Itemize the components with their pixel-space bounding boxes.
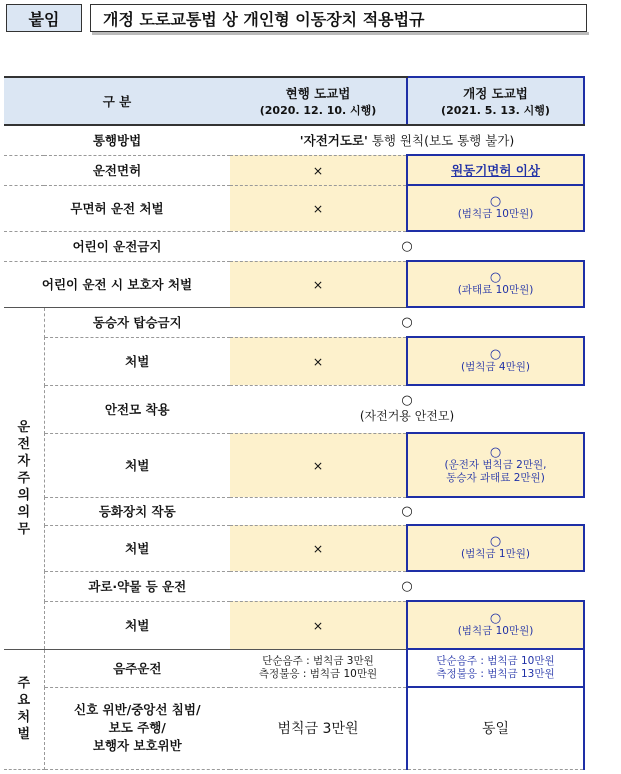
revised-cell [407, 155, 584, 185]
table-row [4, 649, 584, 687]
table-row [4, 125, 584, 155]
header-current-title: 현행 도교법 [285, 86, 351, 101]
current-cell: × [230, 601, 407, 649]
table-row [4, 433, 584, 497]
current-line-2: 측정불응 : 범칙금 10만원 [258, 668, 378, 680]
header-revised-title: 개정 도교법 [463, 86, 528, 101]
table-row [4, 687, 584, 769]
document-title-text: 개정 도로교통법 상 개인형 이동장치 적용법규 [103, 9, 425, 29]
current-cell: × [230, 337, 407, 385]
revised-license-text: 원동기면허 이상 [451, 163, 540, 178]
row-label [44, 687, 230, 769]
revised-cell [407, 433, 584, 497]
revised-note: (범칙금 10만원) [457, 625, 534, 637]
driver-duty-group-label [4, 307, 44, 649]
merged-cell: ○ [230, 571, 584, 601]
row-label: 어린이 운전 시 보호자 처벌 [4, 261, 230, 307]
regulation-table [4, 76, 585, 770]
row-label: 무면허 운전 처벌 [4, 185, 230, 231]
circle-mark: ○ [401, 393, 413, 408]
current-line-1: 단순음주 : 범칙금 3만원 [262, 655, 374, 667]
header-current-date: (2020. 12. 10. 시행) [259, 104, 377, 117]
row-label-line-3: 보행자 보호위반 [92, 738, 182, 753]
row-label-line-1: 신호 위반/중앙선 침범/ [74, 702, 201, 717]
current-cell: 범칙금 3만원 [230, 687, 407, 769]
merged-rest: 통행 원칙(보도 통행 불가) [367, 133, 515, 148]
circle-mark: ○ [489, 270, 502, 285]
row-label: 음주운전 [44, 649, 230, 687]
table-row [4, 385, 584, 433]
circle-mark: ○ [489, 444, 502, 460]
current-cell: × [230, 185, 407, 231]
table-row [4, 337, 584, 385]
table-row [4, 601, 584, 649]
penalty-group-label [4, 649, 44, 769]
attachment-tag-label: 붙임 [28, 9, 60, 29]
merged-bold: '자전거도로' [299, 133, 368, 148]
table-header-row [4, 77, 584, 125]
row-label-line-2: 보도 주행/ [108, 720, 166, 735]
revised-cell [407, 649, 584, 687]
attachment-tag [6, 4, 82, 32]
table-row [4, 307, 584, 337]
revised-note: (범칙금 4만원) [461, 361, 530, 373]
table-row [4, 261, 584, 307]
circle-mark: ○ [489, 194, 502, 209]
merged-cell [230, 385, 584, 433]
current-cell: × [230, 155, 407, 185]
revised-cell [407, 261, 584, 307]
revised-cell [407, 337, 584, 385]
current-cell: × [230, 261, 407, 307]
revised-line-2: 측정불응 : 범칙금 13만원 [436, 668, 555, 680]
current-cell: × [230, 433, 407, 497]
merged-cell [230, 125, 584, 155]
revised-cell [407, 525, 584, 571]
row-label: 어린이 운전금지 [4, 231, 230, 261]
revised-line-1: 단순음주 : 범칙금 10만원 [436, 655, 555, 667]
table-row [4, 497, 584, 525]
table-row [4, 571, 584, 601]
revised-cell: 동일 [407, 687, 584, 769]
revised-note: (운전자 범칙금 2만원, [444, 458, 547, 471]
header-current [230, 77, 407, 125]
row-label: 동승자 탑승금지 [44, 307, 230, 337]
circle-mark: ○ [489, 347, 502, 362]
revised-note: (범칙금 1만원) [461, 548, 530, 560]
circle-mark: ○ [489, 534, 502, 549]
row-label: 처벌 [44, 337, 230, 385]
table-row [4, 231, 584, 261]
title-shadow [92, 32, 589, 35]
driver-duty-group-text: 운전자 주의의무 [17, 419, 31, 537]
header-revised [407, 77, 584, 125]
merged-cell: ○ [230, 231, 584, 261]
header-category: 구 분 [4, 77, 230, 125]
revised-note: (범칙금 10만원) [457, 208, 534, 220]
revised-cell [407, 601, 584, 649]
row-label: 등화장치 작동 [44, 497, 230, 525]
row-label: 처벌 [44, 433, 230, 497]
row-label: 통행방법 [4, 125, 230, 155]
table-row [4, 155, 584, 185]
revised-cell [407, 185, 584, 231]
row-label: 처벌 [44, 601, 230, 649]
penalty-group-text: 주요 처벌 [17, 676, 31, 742]
merged-cell: ○ [230, 307, 584, 337]
merged-cell: ○ [230, 497, 584, 525]
current-cell: × [230, 525, 407, 571]
merged-note: (자전거용 안전모) [359, 409, 455, 423]
row-label: 운전면허 [4, 155, 230, 185]
table-row [4, 525, 584, 571]
row-label: 과로·약물 등 운전 [44, 571, 230, 601]
circle-mark: ○ [489, 611, 502, 626]
revised-note-2: 동승자 과태료 2만원) [446, 471, 545, 484]
row-label: 안전모 착용 [44, 385, 230, 433]
document-title [90, 4, 587, 32]
header-revised-date: (2021. 5. 13. 시행) [441, 104, 550, 117]
revised-note: (과태료 10만원) [457, 284, 534, 296]
row-label: 처벌 [44, 525, 230, 571]
current-cell [230, 649, 407, 687]
table-row [4, 185, 584, 231]
